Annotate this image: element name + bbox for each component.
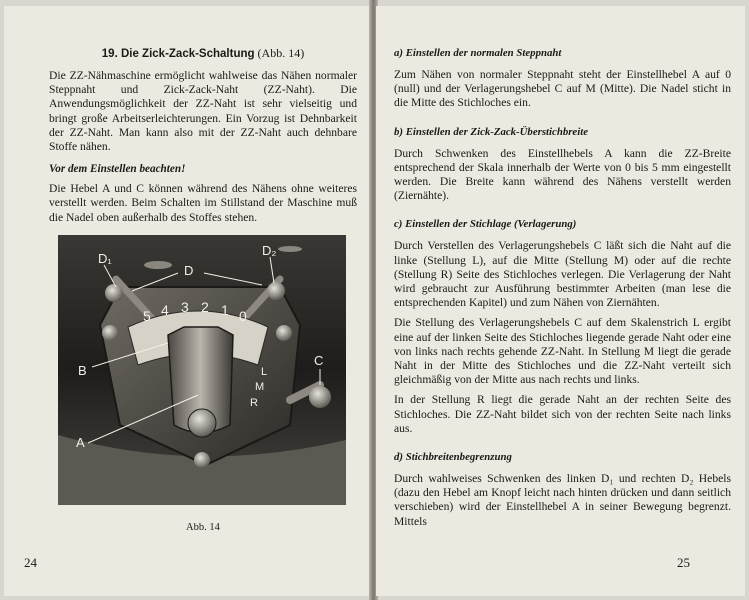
section-b-title: b) Einstellen der Zick-Zack-Überstichbreite [394, 125, 589, 138]
scale-mark-5: 5 [143, 308, 151, 324]
section-d-paragraph: Durch wahlweises Schwenken des linken D₁ und rechten D₂ Hebels (dazu den Hebel am Knopf leicht nach hinten drücken und dann seitlich verschieben) wird der Einstellhebel A in seiner Bewegung begrenzt. Mittels [394, 472, 731, 528]
section-a-title: a) Einstellen der normalen Steppnaht [394, 47, 562, 59]
label-c: C [314, 353, 324, 368]
position-mark-m: M [255, 381, 265, 393]
zigzag-mechanism-illustration [58, 235, 346, 505]
lever-d1-knob-icon [105, 284, 123, 302]
page-number-right: 25 [677, 555, 690, 570]
section-b-paragraph: Durch Schwenken des Einstellhebels A kann die ZZ-Breite entsprechend der Skala innerhalb der Werte von 0 bis 5 mm eingestellt werden. Die Breite kann während des Nähens verstellt werden (Ziernähte). [394, 146, 731, 203]
section-c-title: c) Einstellen der Stichlage (Verlagerung) [394, 218, 577, 231]
notice-heading: Vor dem Einstellen beachten! [49, 163, 186, 176]
scale-mark-3: 3 [181, 299, 189, 315]
lever-d2-knob-icon [267, 282, 285, 300]
scale-mark-0: 0 [239, 308, 247, 324]
intro-paragraph: Die ZZ-Nähmaschine ermöglicht wahlweise das Nähen normaler Steppnaht und Zick-Zack-Naht (ZZ-Naht). Die Anwendungsmöglichkeit der ZZ-Naht ist sehr vielseitig und bringt große Arbeitserleichterungen. Ein Vorzug ist Dehnbarkeit der ZZ-Naht. Man kann also mit der ZZ-Naht auch dehnbare Stoffe nähen. [49, 69, 357, 154]
heading-figure-ref: (Abb. 14) [257, 46, 305, 60]
label-b: B [78, 363, 87, 378]
screw-hole-icon [278, 246, 302, 252]
label-d: D [184, 263, 194, 278]
heading-title: 19. Die Zick-Zack-Schaltung [101, 48, 255, 60]
section-heading [49, 46, 357, 62]
right-page [376, 6, 745, 596]
page-number-left: 24 [24, 555, 37, 570]
lever-c-knob-icon [309, 386, 331, 408]
screw-hole-icon [144, 261, 172, 269]
label-a: A [76, 435, 85, 450]
label-d2: D₂ [262, 243, 277, 258]
section-c-paragraph-1: Durch Verstellen des Verlagerungshebels C läßt sich die Naht auf die linke (Stellung L), auf die Mitte (Stellung M) oder auf die rechte (Stellung R) Seite des Stichloches verlegen. Die Verlagerung der Naht wird gebraucht zur Ausführung bestimmter Arbeiten (man lese die entsprechenden Kapitel) und zum Nähen von Ziernähten. [394, 239, 731, 310]
position-mark-r: R [250, 397, 258, 409]
section-c-paragraph-3: In der Stellung R liegt die gerade Naht an der rechten Seite des Stichloches. Die ZZ-Naht bildet sich von der rechten Seite nach links aus. [394, 393, 731, 435]
figure-photo [58, 235, 346, 505]
position-mark-l: L [261, 366, 268, 378]
scale-mark-1: 1 [221, 302, 229, 318]
scale-mark-4: 4 [161, 302, 169, 318]
label-d1: D₁ [98, 251, 112, 266]
figure-caption: Abb. 14 [186, 522, 220, 533]
scale-mark-2: 2 [201, 299, 209, 315]
section-a-paragraph: Zum Nähen von normaler Steppnaht steht der Einstellhebel A auf 0 (null) und der Verlagerungshebel C auf M (Mitte). Die Nadel sticht in die Mitte des Stichloches ein. [394, 68, 731, 110]
notice-paragraph: Die Hebel A und C können während des Nähens ohne weiteres verstellt werden. Beim Schalten im Stillstand der Maschine muß die Nadel oben außerhalb des Stoffes stehen. [49, 182, 357, 224]
section-c-paragraph-2: Die Stellung des Verlagerungshebels C auf dem Skalenstrich L ergibt eine auf der linken Seite des Stichloches liegende gerade Naht oder eine von links nach rechts gehende ZZ-Naht. In Stellung M liegt die gerade Naht in der Mitte des Stichloches und die ZZ-Naht verteilt sich gleichmäßig von der Mitte aus nach rechts und links. [394, 316, 731, 387]
section-d-title: d) Stichbreitenbegrenzung [394, 451, 512, 464]
